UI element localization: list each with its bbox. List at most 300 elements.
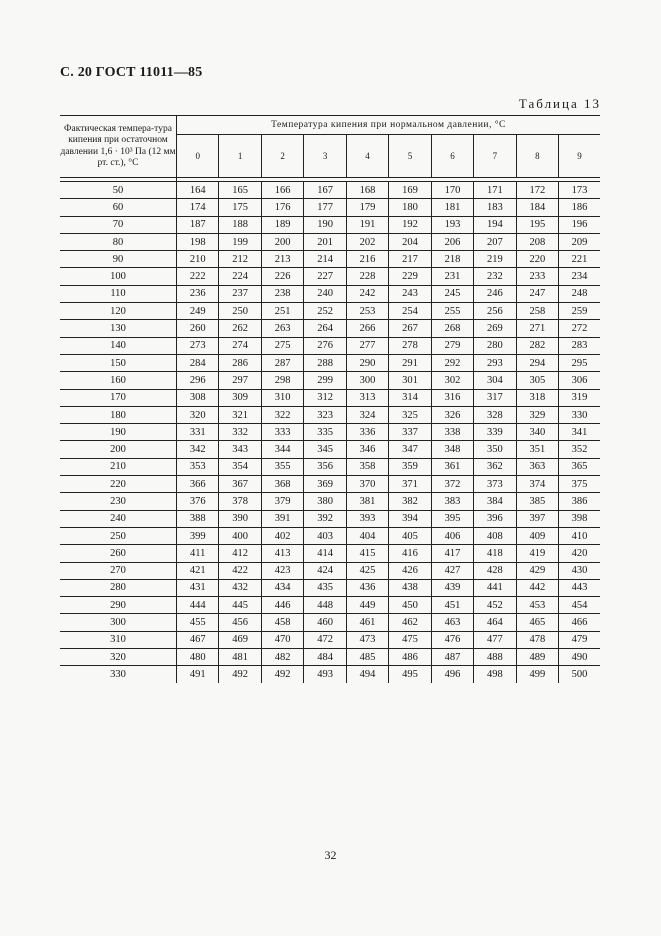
table-cell: 424 (304, 562, 346, 579)
group-header: Температура кипения при нормальном давлении, °С (177, 116, 601, 135)
table-cell: 469 (219, 631, 261, 648)
table-cell: 186 (559, 199, 600, 216)
table-cell: 388 (177, 510, 219, 527)
table-cell: 344 (261, 441, 303, 458)
table-cell: 350 (474, 441, 516, 458)
table-cell: 452 (474, 597, 516, 614)
table-cell: 397 (516, 510, 558, 527)
column-header-5: 5 (389, 135, 431, 178)
table-cell: 266 (346, 320, 388, 337)
table-cell: 176 (261, 199, 303, 216)
table-cell: 263 (261, 320, 303, 337)
table-cell: 184 (516, 199, 558, 216)
row-temperature-cell: 100 (60, 268, 177, 285)
table-cell: 340 (516, 424, 558, 441)
table-cell: 190 (304, 216, 346, 233)
table-row (60, 285, 600, 302)
table-row (60, 476, 600, 493)
table-cell: 393 (346, 510, 388, 527)
table-cell: 484 (304, 649, 346, 666)
table-cell: 221 (559, 251, 600, 268)
table-cell: 308 (177, 389, 219, 406)
row-temperature-cell: 230 (60, 493, 177, 510)
table-cell: 411 (177, 545, 219, 562)
table-cell: 199 (219, 233, 261, 250)
table-cell: 421 (177, 562, 219, 579)
table-cell: 212 (219, 251, 261, 268)
table-cell: 498 (474, 666, 516, 683)
table-cell: 173 (559, 182, 600, 199)
column-header-7: 7 (474, 135, 516, 178)
table-cell: 295 (559, 354, 600, 371)
table-row (60, 216, 600, 233)
table-cell: 208 (516, 233, 558, 250)
table-cell: 430 (559, 562, 600, 579)
table-cell: 500 (559, 666, 600, 683)
table-cell: 304 (474, 372, 516, 389)
table-cell: 314 (389, 389, 431, 406)
table-cell: 255 (431, 303, 473, 320)
table-cell: 464 (474, 614, 516, 631)
table-cell: 351 (516, 441, 558, 458)
table-cell: 359 (389, 458, 431, 475)
table-cell: 253 (346, 303, 388, 320)
table-cell: 392 (304, 510, 346, 527)
table-cell: 443 (559, 579, 600, 596)
table-cell: 489 (516, 649, 558, 666)
table-row (60, 268, 600, 285)
table-row (60, 527, 600, 544)
table-cell: 286 (219, 354, 261, 371)
table-cell: 272 (559, 320, 600, 337)
row-temperature-cell: 160 (60, 372, 177, 389)
table-cell: 479 (559, 631, 600, 648)
table-cell: 329 (516, 406, 558, 423)
table-cell: 495 (389, 666, 431, 683)
table-cell: 282 (516, 337, 558, 354)
stub-header: Фактическая темпера-тура кипения при остаточном давлении 1,6 · 10³ Па (12 мм рт. ст.), °С (60, 116, 177, 178)
table-cell: 192 (389, 216, 431, 233)
table-cell: 396 (474, 510, 516, 527)
table-cell: 322 (261, 406, 303, 423)
table-cell: 219 (474, 251, 516, 268)
table-cell: 425 (346, 562, 388, 579)
table-cell: 428 (474, 562, 516, 579)
table-cell: 441 (474, 579, 516, 596)
table-row (60, 510, 600, 527)
table-cell: 283 (559, 337, 600, 354)
table-cell: 409 (516, 527, 558, 544)
table-cell: 461 (346, 614, 388, 631)
table-cell: 374 (516, 476, 558, 493)
table-cell: 227 (304, 268, 346, 285)
table-cell: 347 (389, 441, 431, 458)
table-cell: 410 (559, 527, 600, 544)
table-cell: 496 (431, 666, 473, 683)
table-cell: 267 (389, 320, 431, 337)
table-cell: 353 (177, 458, 219, 475)
table-cell: 460 (304, 614, 346, 631)
table-cell: 472 (304, 631, 346, 648)
table-cell: 226 (261, 268, 303, 285)
table-cell: 370 (346, 476, 388, 493)
table-cell: 482 (261, 649, 303, 666)
table-cell: 369 (304, 476, 346, 493)
table-caption: Таблица 13 (518, 96, 601, 111)
table-cell: 232 (474, 268, 516, 285)
table-cell: 391 (261, 510, 303, 527)
table-cell: 317 (474, 389, 516, 406)
table-cell: 229 (389, 268, 431, 285)
table-cell: 300 (346, 372, 388, 389)
table-row (60, 303, 600, 320)
table-cell: 318 (516, 389, 558, 406)
table-cell: 343 (219, 441, 261, 458)
table-cell: 323 (304, 406, 346, 423)
row-temperature-cell: 80 (60, 233, 177, 250)
table-cell: 169 (389, 182, 431, 199)
table-cell: 325 (389, 406, 431, 423)
table-cell: 319 (559, 389, 600, 406)
table-row (60, 545, 600, 562)
table-cell: 354 (219, 458, 261, 475)
row-temperature-cell: 110 (60, 285, 177, 302)
row-temperature-cell: 280 (60, 579, 177, 596)
table-cell: 312 (304, 389, 346, 406)
table-cell: 445 (219, 597, 261, 614)
table-row (60, 441, 600, 458)
table-cell: 390 (219, 510, 261, 527)
table-cell: 378 (219, 493, 261, 510)
table-cell: 177 (304, 199, 346, 216)
table-cell: 416 (389, 545, 431, 562)
table-cell: 268 (431, 320, 473, 337)
table-cell: 335 (304, 424, 346, 441)
table-cell: 316 (431, 389, 473, 406)
table-cell: 395 (431, 510, 473, 527)
table-cell: 250 (219, 303, 261, 320)
table-cell: 243 (389, 285, 431, 302)
table-cell: 431 (177, 579, 219, 596)
table-cell: 406 (431, 527, 473, 544)
table-row (60, 320, 600, 337)
table-cell: 434 (261, 579, 303, 596)
table-cell: 236 (177, 285, 219, 302)
table-row (60, 372, 600, 389)
table-cell: 196 (559, 216, 600, 233)
column-header-6: 6 (431, 135, 473, 178)
table-cell: 216 (346, 251, 388, 268)
table-cell: 394 (389, 510, 431, 527)
table-cell: 363 (516, 458, 558, 475)
table-cell: 367 (219, 476, 261, 493)
table-cell: 310 (261, 389, 303, 406)
table-cell: 384 (474, 493, 516, 510)
table-row (60, 182, 600, 199)
table-cell: 346 (346, 441, 388, 458)
table-cell: 302 (431, 372, 473, 389)
table-cell: 454 (559, 597, 600, 614)
row-temperature-cell: 310 (60, 631, 177, 648)
table-cell: 358 (346, 458, 388, 475)
table-row (60, 614, 600, 631)
table-cell: 288 (304, 354, 346, 371)
table-cell: 466 (559, 614, 600, 631)
boiling-temperature-table (60, 115, 600, 683)
table-cell: 404 (346, 527, 388, 544)
row-temperature-cell: 180 (60, 406, 177, 423)
table-cell: 402 (261, 527, 303, 544)
table-cell: 204 (389, 233, 431, 250)
table-cell: 328 (474, 406, 516, 423)
table-cell: 352 (559, 441, 600, 458)
table-cell: 249 (177, 303, 219, 320)
table-cell: 290 (346, 354, 388, 371)
table-cell: 490 (559, 649, 600, 666)
table-cell: 277 (346, 337, 388, 354)
table-cell: 210 (177, 251, 219, 268)
table-cell: 449 (346, 597, 388, 614)
row-temperature-cell: 150 (60, 354, 177, 371)
table-cell: 194 (474, 216, 516, 233)
table-cell: 271 (516, 320, 558, 337)
table-cell: 373 (474, 476, 516, 493)
table-cell: 463 (431, 614, 473, 631)
table-cell: 386 (559, 493, 600, 510)
table-cell: 284 (177, 354, 219, 371)
table-cell: 422 (219, 562, 261, 579)
table-cell: 368 (261, 476, 303, 493)
table-cell: 476 (431, 631, 473, 648)
table-cell: 429 (516, 562, 558, 579)
table-cell: 383 (431, 493, 473, 510)
table-cell: 280 (474, 337, 516, 354)
table-cell: 276 (304, 337, 346, 354)
table-cell: 465 (516, 614, 558, 631)
table-cell: 183 (474, 199, 516, 216)
table-cell: 348 (431, 441, 473, 458)
table-cell: 224 (219, 268, 261, 285)
table-cell: 453 (516, 597, 558, 614)
table-cell: 420 (559, 545, 600, 562)
table-cell: 293 (474, 354, 516, 371)
row-temperature-cell: 170 (60, 389, 177, 406)
table-cell: 254 (389, 303, 431, 320)
table-cell: 417 (431, 545, 473, 562)
table-cell: 193 (431, 216, 473, 233)
table-cell: 486 (389, 649, 431, 666)
table-cell: 166 (261, 182, 303, 199)
table-cell: 456 (219, 614, 261, 631)
table-cell: 201 (304, 233, 346, 250)
row-temperature-cell: 120 (60, 303, 177, 320)
table-cell: 451 (431, 597, 473, 614)
table-cell: 180 (389, 199, 431, 216)
table-cell: 403 (304, 527, 346, 544)
table-cell: 296 (177, 372, 219, 389)
table-cell: 188 (219, 216, 261, 233)
table-cell: 259 (559, 303, 600, 320)
table-cell: 298 (261, 372, 303, 389)
table-cell: 287 (261, 354, 303, 371)
table-cell: 313 (346, 389, 388, 406)
table-cell: 330 (559, 406, 600, 423)
table-cell: 487 (431, 649, 473, 666)
table-cell: 187 (177, 216, 219, 233)
row-temperature-cell: 330 (60, 666, 177, 683)
row-temperature-cell: 60 (60, 199, 177, 216)
table-cell: 220 (516, 251, 558, 268)
table-cell: 181 (431, 199, 473, 216)
table-cell: 256 (474, 303, 516, 320)
table-cell: 477 (474, 631, 516, 648)
table-cell: 279 (431, 337, 473, 354)
table-cell: 189 (261, 216, 303, 233)
column-header-4: 4 (346, 135, 388, 178)
table-cell: 400 (219, 527, 261, 544)
table-row (60, 389, 600, 406)
table-cell: 382 (389, 493, 431, 510)
table-cell: 339 (474, 424, 516, 441)
table-cell: 174 (177, 199, 219, 216)
table-cell: 214 (304, 251, 346, 268)
table-cell: 480 (177, 649, 219, 666)
table-cell: 251 (261, 303, 303, 320)
table-cell: 274 (219, 337, 261, 354)
table-cell: 264 (304, 320, 346, 337)
table-row (60, 666, 600, 683)
page-header: С. 20 ГОСТ 11011—85 (60, 65, 203, 80)
table-cell: 423 (261, 562, 303, 579)
row-temperature-cell: 140 (60, 337, 177, 354)
table-cell: 458 (261, 614, 303, 631)
table-cell: 222 (177, 268, 219, 285)
table-cell: 273 (177, 337, 219, 354)
table-cell: 492 (261, 666, 303, 683)
table-row (60, 337, 600, 354)
table-cell: 450 (389, 597, 431, 614)
table-row (60, 631, 600, 648)
row-temperature-cell: 220 (60, 476, 177, 493)
table-row (60, 424, 600, 441)
table-cell: 467 (177, 631, 219, 648)
table-cell: 435 (304, 579, 346, 596)
column-header-3: 3 (304, 135, 346, 178)
table-cell: 217 (389, 251, 431, 268)
table-cell: 436 (346, 579, 388, 596)
table-cell: 165 (219, 182, 261, 199)
column-header-9: 9 (559, 135, 600, 178)
table-cell: 462 (389, 614, 431, 631)
table-cell: 195 (516, 216, 558, 233)
table-cell: 331 (177, 424, 219, 441)
table-cell: 494 (346, 666, 388, 683)
table-cell: 292 (431, 354, 473, 371)
table-cell: 439 (431, 579, 473, 596)
table-cell: 408 (474, 527, 516, 544)
table-cell: 301 (389, 372, 431, 389)
table-cell: 499 (516, 666, 558, 683)
page-number: 32 (324, 848, 337, 862)
table-cell: 473 (346, 631, 388, 648)
row-temperature-cell: 210 (60, 458, 177, 475)
table-cell: 258 (516, 303, 558, 320)
table-row (60, 579, 600, 596)
table-cell: 206 (431, 233, 473, 250)
table-cell: 337 (389, 424, 431, 441)
table-cell: 207 (474, 233, 516, 250)
table-cell: 260 (177, 320, 219, 337)
row-temperature-cell: 250 (60, 527, 177, 544)
table-cell: 167 (304, 182, 346, 199)
table-cell: 326 (431, 406, 473, 423)
table-cell: 247 (516, 285, 558, 302)
table-cell: 198 (177, 233, 219, 250)
table-cell: 321 (219, 406, 261, 423)
table-cell: 278 (389, 337, 431, 354)
table-cell: 238 (261, 285, 303, 302)
table-cell: 444 (177, 597, 219, 614)
table-cell: 493 (304, 666, 346, 683)
table-row (60, 649, 600, 666)
table-cell: 470 (261, 631, 303, 648)
table-cell: 168 (346, 182, 388, 199)
table-cell: 385 (516, 493, 558, 510)
column-header-8: 8 (516, 135, 558, 178)
table-cell: 245 (431, 285, 473, 302)
table-cell: 355 (261, 458, 303, 475)
row-temperature-cell: 190 (60, 424, 177, 441)
table-cell: 455 (177, 614, 219, 631)
table-cell: 213 (261, 251, 303, 268)
row-temperature-cell: 130 (60, 320, 177, 337)
table-cell: 341 (559, 424, 600, 441)
table-cell: 332 (219, 424, 261, 441)
table-cell: 252 (304, 303, 346, 320)
table-cell: 438 (389, 579, 431, 596)
table-cell: 448 (304, 597, 346, 614)
table-cell: 371 (389, 476, 431, 493)
table-cell: 414 (304, 545, 346, 562)
table-cell: 365 (559, 458, 600, 475)
table-row (60, 233, 600, 250)
row-temperature-cell: 90 (60, 251, 177, 268)
table-cell: 291 (389, 354, 431, 371)
column-header-0: 0 (177, 135, 219, 178)
table-cell: 240 (304, 285, 346, 302)
table-cell: 405 (389, 527, 431, 544)
table-cell: 309 (219, 389, 261, 406)
table-cell: 172 (516, 182, 558, 199)
table-cell: 446 (261, 597, 303, 614)
row-temperature-cell: 260 (60, 545, 177, 562)
table-cell: 234 (559, 268, 600, 285)
table-cell: 375 (559, 476, 600, 493)
table-row (60, 493, 600, 510)
row-temperature-cell: 50 (60, 182, 177, 199)
table-cell: 372 (431, 476, 473, 493)
table-cell: 398 (559, 510, 600, 527)
table-cell: 179 (346, 199, 388, 216)
table-cell: 209 (559, 233, 600, 250)
table-row (60, 354, 600, 371)
table-cell: 246 (474, 285, 516, 302)
row-temperature-cell: 270 (60, 562, 177, 579)
row-temperature-cell: 70 (60, 216, 177, 233)
table-cell: 427 (431, 562, 473, 579)
table-cell: 200 (261, 233, 303, 250)
table-row (60, 406, 600, 423)
